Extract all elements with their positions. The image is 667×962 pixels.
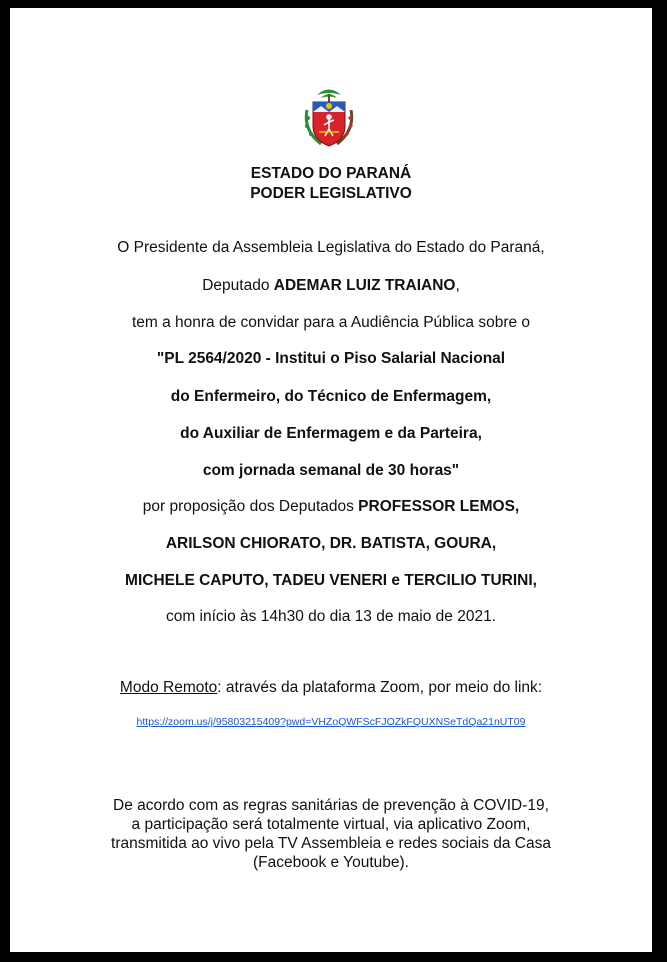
header-state: ESTADO DO PARANÁ bbox=[250, 165, 412, 182]
proposers-names-2: ARILSON CHIORATO, DR. BATISTA, GOURA, bbox=[165, 535, 497, 552]
proposers-line bbox=[10, 498, 652, 516]
footer-notice bbox=[10, 796, 652, 872]
zoom-link[interactable]: https://zoom.us/j/95803215409?pwd=VHZoQWFScFJOZkFQUXNSeTdQa21nUT09 bbox=[136, 716, 526, 728]
proposers-prefix: por proposição dos Deputados bbox=[142, 498, 359, 515]
bill-title-line-2: do Enfermeiro, do Técnico de Enfermagem, bbox=[170, 388, 492, 405]
footer-line-3: transmitida ao vivo pela TV Assembleia e redes sociais da Casa bbox=[111, 835, 551, 852]
president-prefix: Deputado bbox=[202, 277, 274, 294]
remote-mode-text: : através da plataforma Zoom, por meio do link: bbox=[217, 679, 543, 696]
bill-title-line-3: do Auxiliar de Enfermagem e da Parteira, bbox=[180, 425, 482, 442]
bill-title-line-1: "PL 2564/2020 - Institui o Piso Salarial Nacional bbox=[156, 350, 506, 367]
remote-mode-label: Modo Remoto bbox=[119, 679, 218, 696]
footer-line-4: (Facebook e Youtube). bbox=[253, 854, 409, 871]
zoom-link-row bbox=[10, 712, 652, 730]
invitation-document bbox=[10, 8, 652, 952]
parana-coat-of-arms-icon bbox=[299, 82, 359, 152]
remote-mode-line bbox=[10, 679, 652, 697]
invitation-intro: O Presidente da Assembleia Legislativa do Estado do Paraná, bbox=[117, 239, 545, 256]
bill-title-line-4: com jornada semanal de 30 horas" bbox=[202, 462, 460, 479]
president-suffix: , bbox=[455, 277, 460, 294]
pine-tree-crest bbox=[317, 90, 341, 103]
footer-line-1: De acordo com as regras sanitárias de prevenção à COVID-19, bbox=[113, 797, 549, 814]
invitation-text: tem a honra de convidar para a Audiência Pública sobre o bbox=[131, 314, 531, 331]
event-datetime: com início às 14h30 do dia 13 de maio de 2021. bbox=[165, 608, 497, 625]
proposers-names-3: MICHELE CAPUTO, TADEU VENERI e TERCILIO TURINI, bbox=[125, 572, 537, 589]
footer-line-2: a participação será totalmente virtual, via aplicativo Zoom, bbox=[131, 816, 531, 833]
header-legislative: PODER LEGISLATIVO bbox=[250, 185, 412, 202]
president-name: ADEMAR LUIZ TRAIANO bbox=[273, 277, 456, 294]
proposers-names-1: PROFESSOR LEMOS, bbox=[358, 498, 520, 515]
president-line bbox=[10, 277, 652, 295]
